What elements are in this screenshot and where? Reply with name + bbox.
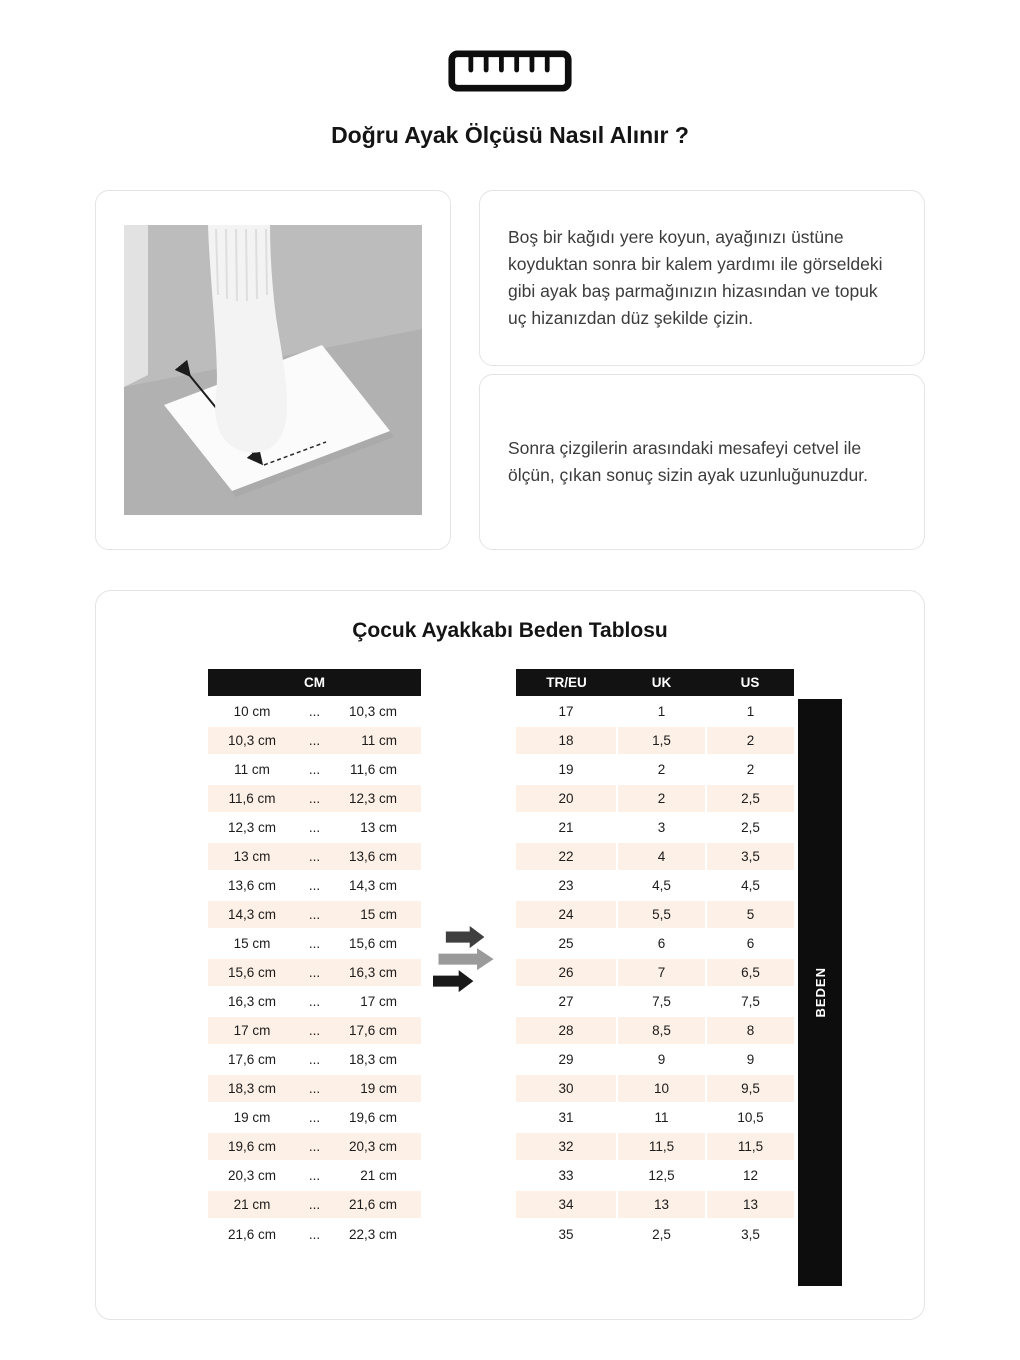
cm-table-row xyxy=(208,1103,421,1132)
ruler-icon xyxy=(0,50,1020,92)
dots-cell: ... xyxy=(308,878,321,893)
size-table-row xyxy=(516,929,794,958)
uk-cell: 4,5 xyxy=(617,871,706,900)
instruction-card-measure xyxy=(479,374,925,550)
cm-to-cell: 11 cm xyxy=(361,733,397,748)
dots-cell: ... xyxy=(308,762,321,777)
cm-table-row xyxy=(208,1016,421,1045)
us-cell: 11,5 xyxy=(706,1132,794,1161)
size-table-row xyxy=(516,1103,794,1132)
uk-cell: 2,5 xyxy=(617,1219,706,1248)
dots-cell: ... xyxy=(308,1052,321,1067)
dots-cell: ... xyxy=(308,791,321,806)
tr-eu-cell: 18 xyxy=(558,733,574,748)
dots-cell: ... xyxy=(308,1110,321,1125)
tr-eu-cell: 25 xyxy=(558,936,574,951)
tr-eu-cell: 17 xyxy=(558,704,574,719)
uk-cell: 10 xyxy=(617,1074,706,1103)
cm-to-cell: 19 cm xyxy=(360,1081,397,1096)
cm-from-cell: 18,3 cm xyxy=(227,1081,277,1096)
cm-to-cell: 14,3 cm xyxy=(348,878,397,893)
tr-eu-cell: 26 xyxy=(558,965,574,980)
us-cell: 10,5 xyxy=(706,1103,794,1132)
us-cell: 3,5 xyxy=(706,1219,794,1248)
cm-from-cell: 16,3 cm xyxy=(227,994,277,1009)
us-cell: 5 xyxy=(706,900,794,929)
size-table-row xyxy=(516,1016,794,1045)
cm-to-cell: 13 cm xyxy=(360,820,397,835)
cm-to-cell: 15,6 cm xyxy=(348,936,397,951)
uk-cell: 11 xyxy=(617,1103,706,1132)
tr-eu-cell: 34 xyxy=(558,1197,574,1212)
cm-to-cell: 17 cm xyxy=(360,994,397,1009)
size-table-row xyxy=(516,1161,794,1190)
tr-eu-cell: 23 xyxy=(558,878,574,893)
beden-side-label xyxy=(798,699,842,1286)
uk-cell: 5,5 xyxy=(617,900,706,929)
cm-table-row xyxy=(208,1074,421,1103)
dots-cell: ... xyxy=(308,1023,321,1038)
uk-cell: 7,5 xyxy=(617,987,706,1016)
cm-table xyxy=(208,669,421,1248)
uk-cell: 7 xyxy=(617,958,706,987)
cm-to-cell: 20,3 cm xyxy=(348,1139,397,1154)
cm-from-cell: 13,6 cm xyxy=(227,878,277,893)
cm-to-cell: 21,6 cm xyxy=(348,1197,397,1212)
size-table-row xyxy=(516,1074,794,1103)
uk-cell: 2 xyxy=(617,755,706,784)
us-cell: 9,5 xyxy=(706,1074,794,1103)
dots-cell: ... xyxy=(308,907,321,922)
tr-eu-cell: 28 xyxy=(558,1023,574,1038)
dots-cell: ... xyxy=(308,1139,321,1154)
us-cell: 7,5 xyxy=(706,987,794,1016)
cm-from-cell: 11 cm xyxy=(234,762,270,777)
cm-to-cell: 13,6 cm xyxy=(348,849,397,864)
uk-cell: 1 xyxy=(617,697,706,726)
size-table-row xyxy=(516,1045,794,1074)
cm-from-cell: 14,3 cm xyxy=(227,907,277,922)
cm-from-cell: 19,6 cm xyxy=(227,1139,277,1154)
cm-table-row xyxy=(208,842,421,871)
us-cell: 3,5 xyxy=(706,842,794,871)
cm-from-cell: 19 cm xyxy=(233,1110,271,1125)
tr-eu-cell: 24 xyxy=(558,907,574,922)
cm-table-header: CM xyxy=(208,669,421,697)
dots-cell: ... xyxy=(308,994,321,1009)
cm-table-header-row xyxy=(208,669,421,697)
uk-cell: 11,5 xyxy=(617,1132,706,1161)
tr-eu-cell: 22 xyxy=(558,849,574,864)
tr-eu-cell: 32 xyxy=(558,1139,574,1154)
cm-table-row xyxy=(208,1219,421,1248)
uk-cell: 9 xyxy=(617,1045,706,1074)
size-table-row xyxy=(516,842,794,871)
cm-table-row xyxy=(208,987,421,1016)
cm-to-cell: 10,3 cm xyxy=(348,704,397,719)
size-table-row xyxy=(516,871,794,900)
size-table-row xyxy=(516,1132,794,1161)
cm-from-cell: 17,6 cm xyxy=(227,1052,277,1067)
cm-table-row xyxy=(208,1161,421,1190)
dots-cell: ... xyxy=(308,704,321,719)
tr-eu-cell: 27 xyxy=(558,994,574,1009)
uk-cell: 13 xyxy=(617,1190,706,1219)
dots-cell: ... xyxy=(308,936,321,951)
cm-from-cell: 11,6 cm xyxy=(228,791,276,806)
cm-from-cell: 17 cm xyxy=(233,1023,271,1038)
cm-table-row xyxy=(208,871,421,900)
size-table-row xyxy=(516,1219,794,1248)
dots-cell: ... xyxy=(308,849,321,864)
cm-to-cell: 21 cm xyxy=(360,1168,397,1183)
uk-cell: 3 xyxy=(617,813,706,842)
tr-eu-cell: 33 xyxy=(558,1168,574,1183)
size-conversion-table xyxy=(516,669,794,1248)
size-chart-card xyxy=(95,590,925,1320)
cm-to-cell: 15 cm xyxy=(360,907,397,922)
size-table-row xyxy=(516,755,794,784)
cm-table-row xyxy=(208,726,421,755)
uk-cell: 4 xyxy=(617,842,706,871)
cm-to-cell: 19,6 cm xyxy=(348,1110,397,1125)
size-table-header-us: US xyxy=(706,669,794,697)
cm-table-row xyxy=(208,697,421,726)
dots-cell: ... xyxy=(308,1081,321,1096)
tr-eu-cell: 21 xyxy=(558,820,574,835)
cm-from-cell: 10 cm xyxy=(233,704,271,719)
cm-to-cell: 12,3 cm xyxy=(348,791,397,806)
cm-to-cell: 22,3 cm xyxy=(348,1226,397,1242)
cm-to-cell: 17,6 cm xyxy=(348,1023,397,1038)
cm-from-cell: 10,3 cm xyxy=(227,733,277,748)
cm-from-cell: 13 cm xyxy=(233,849,271,864)
us-cell: 12 xyxy=(706,1161,794,1190)
us-cell: 6 xyxy=(706,929,794,958)
us-cell: 2,5 xyxy=(706,784,794,813)
us-cell: 2 xyxy=(706,726,794,755)
us-cell: 1 xyxy=(706,697,794,726)
cm-table-row xyxy=(208,929,421,958)
tr-eu-cell: 20 xyxy=(558,791,574,806)
cm-from-cell: 21 cm xyxy=(233,1197,271,1212)
cm-table-row xyxy=(208,1045,421,1074)
cm-to-cell: 18,3 cm xyxy=(348,1052,397,1067)
cm-from-cell: 12,3 cm xyxy=(227,820,277,835)
dots-cell: ... xyxy=(308,820,321,835)
us-cell: 4,5 xyxy=(706,871,794,900)
size-chart-title: Çocuk Ayakkabı Beden Tablosu xyxy=(352,619,668,642)
dots-cell: ... xyxy=(308,1197,321,1212)
us-cell: 9 xyxy=(706,1045,794,1074)
cm-from-cell: 20,3 cm xyxy=(227,1168,277,1183)
cm-table-row xyxy=(208,784,421,813)
cm-table-row xyxy=(208,1190,421,1219)
cm-from-cell: 15,6 cm xyxy=(227,965,277,980)
size-table-row xyxy=(516,784,794,813)
cm-table-row xyxy=(208,900,421,929)
us-cell: 13 xyxy=(706,1190,794,1219)
cm-table-body xyxy=(208,697,421,1248)
uk-cell: 12,5 xyxy=(617,1161,706,1190)
instruction-text-measure: Sonra çizgilerin arasındaki mesafeyi cetvel ile ölçün, çıkan sonuç sizin ayak uzunluğunuzdur. xyxy=(508,437,868,485)
tr-eu-cell: 29 xyxy=(558,1052,574,1067)
us-cell: 2 xyxy=(706,755,794,784)
foot-measurement-photo xyxy=(124,225,422,515)
uk-cell: 2 xyxy=(617,784,706,813)
dots-cell: ... xyxy=(308,1168,321,1183)
instruction-cards xyxy=(479,190,925,550)
cm-table-row xyxy=(208,1132,421,1161)
tr-eu-cell: 31 xyxy=(558,1110,574,1125)
size-table-header-treu: TR/EU xyxy=(516,669,617,697)
cm-table-row xyxy=(208,813,421,842)
beden-label-text: BEDEN xyxy=(812,967,828,1018)
ruler-icon-graphic xyxy=(447,50,573,92)
size-table-header-uk: UK xyxy=(617,669,706,697)
cm-table-row xyxy=(208,958,421,987)
us-cell: 6,5 xyxy=(706,958,794,987)
uk-cell: 1,5 xyxy=(617,726,706,755)
page-title: Doğru Ayak Ölçüsü Nasıl Alınır ? xyxy=(331,122,689,148)
size-table-row xyxy=(516,958,794,987)
uk-cell: 6 xyxy=(617,929,706,958)
transfer-arrows-icon xyxy=(433,921,511,999)
size-table-row xyxy=(516,697,794,726)
size-table-row xyxy=(516,987,794,1016)
instruction-card-draw xyxy=(479,190,925,366)
size-table-row xyxy=(516,813,794,842)
us-cell: 2,5 xyxy=(706,813,794,842)
us-cell: 8 xyxy=(706,1016,794,1045)
cm-from-cell: 21,6 cm xyxy=(227,1226,277,1242)
size-table-row xyxy=(516,726,794,755)
size-table-row xyxy=(516,1190,794,1219)
size-table-body xyxy=(516,697,794,1248)
uk-cell: 8,5 xyxy=(617,1016,706,1045)
measurement-instructions-section xyxy=(95,190,925,550)
tr-eu-cell: 30 xyxy=(558,1081,574,1096)
dots-cell: ... xyxy=(308,733,321,748)
cm-table-row xyxy=(208,755,421,784)
tr-eu-cell: 35 xyxy=(558,1226,574,1242)
dots-cell: ... xyxy=(308,965,321,980)
size-table-row xyxy=(516,900,794,929)
cm-from-cell: 15 cm xyxy=(233,936,271,951)
instruction-text-draw: Boş bir kağıdı yere koyun, ayağınızı üstüne koyduktan sonra bir kalem yardımı ile görseldeki gibi ayak baş parmağınızın hizasından ve topuk uç hizanızdan düz şekilde çizin. xyxy=(508,226,883,329)
cm-to-cell: 16,3 cm xyxy=(348,965,397,980)
dots-cell: ... xyxy=(308,1226,321,1242)
tr-eu-cell: 19 xyxy=(558,762,574,777)
size-chart-tables xyxy=(96,669,924,1299)
foot-photo-card xyxy=(95,190,451,550)
cm-to-cell: 11,6 cm xyxy=(349,762,397,777)
size-table-header-row xyxy=(516,669,794,697)
